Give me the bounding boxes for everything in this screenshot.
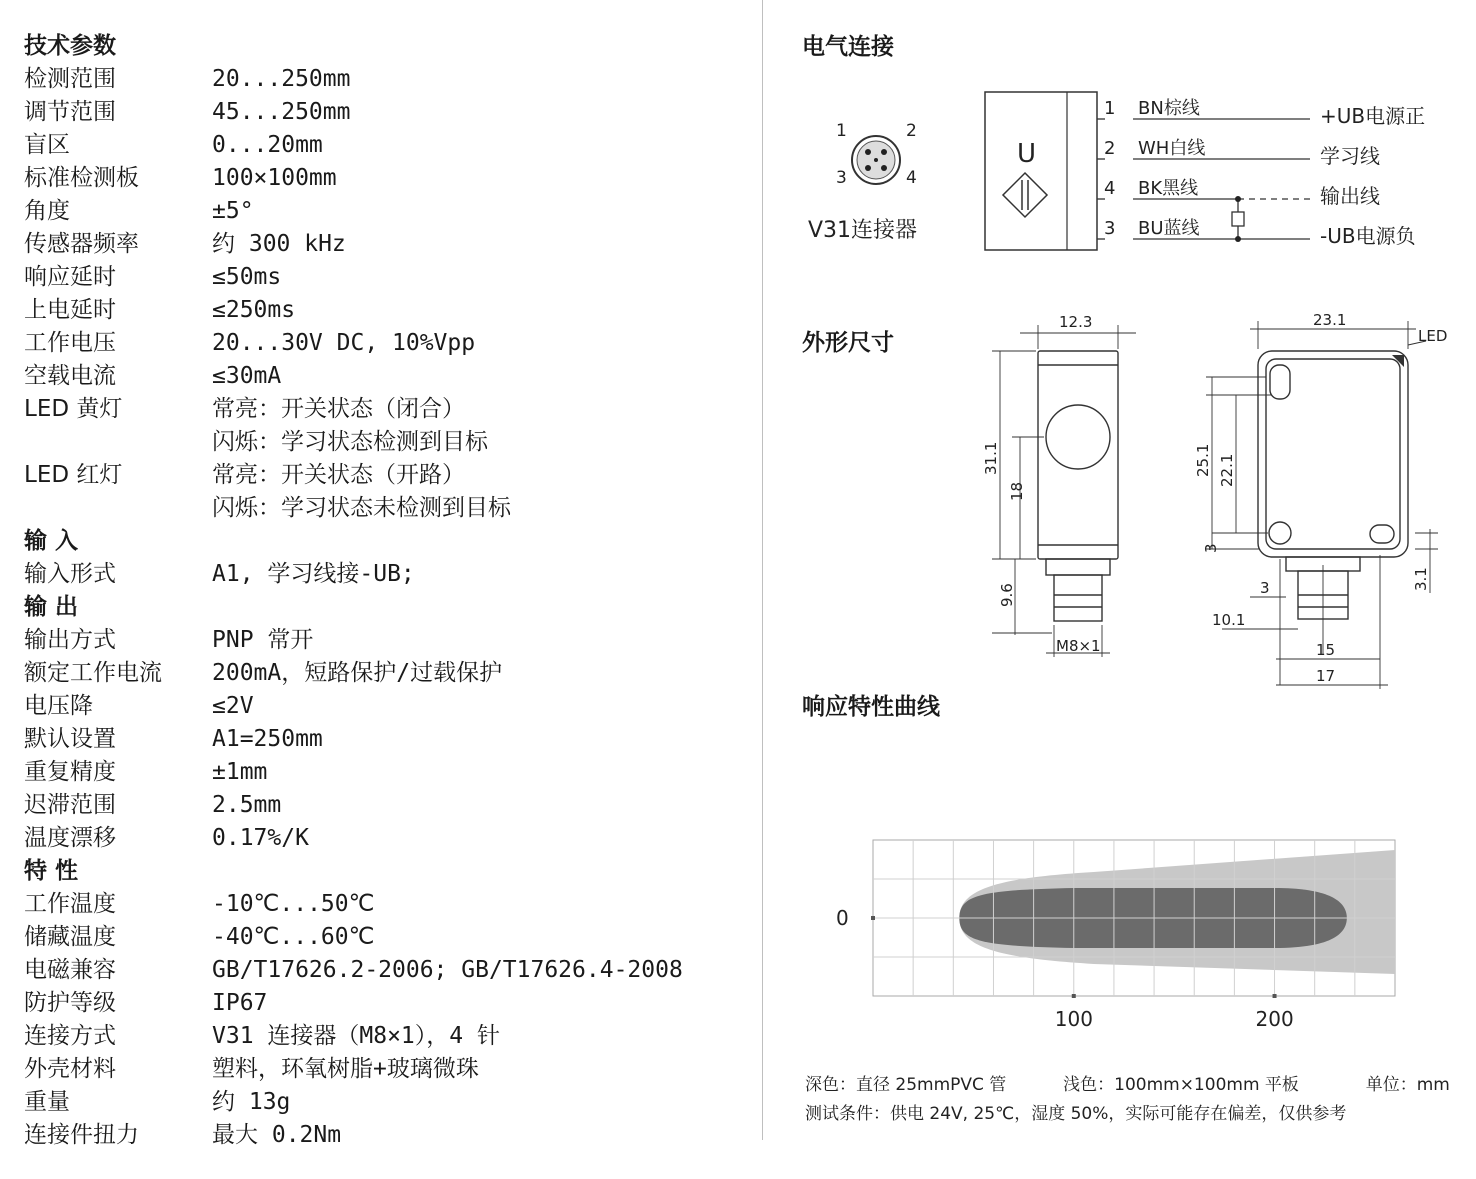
spec-key: 重复精度: [24, 759, 116, 785]
spec-key: 防护等级: [24, 990, 116, 1016]
spec-key: 传感器频率: [24, 231, 139, 257]
wire-name: WH白线: [1138, 138, 1206, 159]
spec-row: [24, 1119, 744, 1152]
connector-label: V31连接器: [808, 218, 918, 243]
spec-row: [24, 393, 744, 426]
spec-key: 检测范围: [24, 66, 116, 92]
spec-value: 20...250mm: [212, 66, 351, 92]
dim-10-1: 10.1: [1212, 611, 1246, 629]
spec-value: 20...30V DC, 10%Vpp: [212, 330, 476, 356]
wire-name: BN棕线: [1138, 98, 1200, 119]
y-tick-label: 0: [836, 906, 849, 930]
wire-number: 1: [1104, 98, 1116, 119]
spec-row: [24, 1086, 744, 1119]
spec-key: 输 出: [24, 594, 79, 620]
spec-key: 工作电压: [24, 330, 116, 356]
wiring-diagram: [800, 80, 1440, 260]
y-tick-mark: [871, 916, 875, 920]
spec-section-header: [24, 525, 744, 558]
x-tick-label: 100: [1054, 1007, 1093, 1031]
x-tick-mark: [1072, 994, 1076, 998]
spec-row: [24, 261, 744, 294]
spec-row: [24, 228, 744, 261]
spec-value: ≤2V: [212, 693, 254, 719]
x-tick-mark: [1273, 994, 1277, 998]
wire-function: +UB电源正: [1320, 104, 1426, 128]
spec-value: IP67: [212, 990, 268, 1016]
spec-value: 约 13g: [212, 1089, 291, 1115]
spec-row: [24, 822, 744, 855]
spec-value: GB/T17626.2-2006; GB/T17626.4-2008: [212, 957, 683, 983]
wire-labels: [1104, 98, 1425, 248]
legend-light: 浅色：100mm×100mm 平板: [1063, 1075, 1299, 1095]
spec-value: 100×100mm: [212, 165, 337, 191]
pin-1: 1: [836, 121, 847, 141]
spec-row: [24, 1020, 744, 1053]
dim-17: 17: [1316, 667, 1336, 685]
spec-key: 储藏温度: [24, 924, 116, 950]
dim-h-front: 25.1: [1194, 443, 1212, 477]
wire-number: 3: [1104, 218, 1116, 239]
spec-key: 电磁兼容: [24, 957, 116, 983]
response-chart: [820, 830, 1420, 1040]
wire-lines: [1097, 119, 1310, 239]
pin-2: 2: [906, 121, 917, 141]
spec-key: 连接件扭力: [24, 1122, 139, 1148]
wire-number: 2: [1104, 138, 1116, 159]
spec-key: LED 红灯: [24, 462, 123, 488]
wire-number: 4: [1104, 178, 1116, 199]
spec-row: [24, 789, 744, 822]
wire-function: 学习线: [1320, 144, 1380, 168]
spec-value: ±5°: [212, 198, 254, 224]
dimension-drawing: [960, 305, 1460, 700]
dim-15: 15: [1316, 641, 1336, 659]
spec-value: 45...250mm: [212, 99, 351, 125]
spec-value: ≤30mA: [212, 363, 282, 389]
spec-row: [24, 624, 744, 657]
spec-row: [24, 723, 744, 756]
dim-w-side: 12.3: [1059, 313, 1093, 331]
dim-3a: 3: [1202, 543, 1220, 553]
wire-name: BU蓝线: [1138, 218, 1200, 239]
spec-value: ≤250ms: [212, 297, 296, 323]
spec-row: [24, 657, 744, 690]
column-divider: [762, 0, 763, 1140]
spec-key: 电压降: [24, 693, 93, 719]
spec-key: 外壳材料: [24, 1056, 116, 1082]
spec-row: [24, 888, 744, 921]
spec-value: 2.5mm: [212, 792, 282, 818]
spec-value: 塑料，环氧树脂+玻璃微珠: [212, 1056, 479, 1082]
spec-row: [24, 195, 744, 228]
spec-key: 标准检测板: [24, 165, 139, 191]
spec-section-header: [24, 30, 744, 63]
dim-thread: M8×1: [1056, 637, 1101, 655]
spec-key: 盲区: [24, 132, 70, 158]
spec-key: 技术参数: [24, 33, 116, 59]
spec-value: 闪烁：学习状态检测到目标: [212, 429, 488, 455]
legend-unit: 单位：mm: [1365, 1075, 1450, 1095]
spec-row: [24, 129, 744, 162]
spec-value: PNP 常开: [212, 627, 314, 653]
spec-value: 常亮：开关状态（闭合）: [212, 396, 465, 422]
spec-value: 0.17%/K: [212, 825, 309, 851]
spec-key: 额定工作电流: [24, 660, 162, 686]
spec-value: ±1mm: [212, 759, 268, 785]
device-letter: U: [1017, 139, 1037, 169]
spec-value: -40℃...60℃: [212, 924, 375, 950]
spec-row: [24, 558, 744, 591]
spec-row: [24, 360, 744, 393]
dim-plug: 9.6: [998, 583, 1016, 607]
section-dimensions-title: 外形尺寸: [802, 330, 894, 356]
wire-name: BK黑线: [1138, 178, 1199, 199]
spec-key: 调节范围: [24, 99, 116, 125]
spec-key: LED 黄灯: [24, 396, 123, 422]
pin-3: 3: [836, 168, 847, 188]
spec-row: [24, 294, 744, 327]
spec-section-header: [24, 591, 744, 624]
spec-value: ≤50ms: [212, 264, 282, 290]
x-tick-label: 200: [1255, 1007, 1294, 1031]
spec-row: [24, 1053, 744, 1086]
chart-legend: [805, 1070, 1450, 1095]
legend-dark: 深色：直径 25mmPVC 管: [805, 1075, 1007, 1095]
spec-key: 角度: [24, 198, 70, 224]
wire-function: 输出线: [1320, 184, 1380, 208]
spec-value: 0...20mm: [212, 132, 323, 158]
spec-value: -10℃...50℃: [212, 891, 375, 917]
spec-row: [24, 921, 744, 954]
spec-value: 约 300 kHz: [212, 231, 346, 257]
spec-value: A1, 学习线接-UB;: [212, 561, 415, 587]
led-label: LED: [1418, 327, 1448, 345]
dim-3-1: 3.1: [1412, 567, 1430, 591]
spec-row: [24, 987, 744, 1020]
spec-key: 空载电流: [24, 363, 116, 389]
spec-value: A1=250mm: [212, 726, 323, 752]
dim-lens: 18: [1008, 481, 1026, 501]
connector-icon: [852, 136, 900, 184]
section-response-title: 响应特性曲线: [802, 694, 940, 720]
spec-row: [24, 327, 744, 360]
spec-key: 连接方式: [24, 1023, 116, 1049]
spec-row: [24, 96, 744, 129]
section-electrical-title: 电气连接: [802, 34, 894, 60]
test-conditions: 测试条件：供电 24V, 25℃，湿度 50%，实际可能存在偏差，仅供参考: [805, 1104, 1347, 1124]
spec-value: 常亮：开关状态（开路）: [212, 462, 465, 488]
wire-function: -UB电源负: [1320, 224, 1416, 248]
dim-h-side: 31.1: [982, 441, 1000, 475]
spec-row: [24, 954, 744, 987]
spec-table: [24, 30, 744, 1152]
spec-value: V31 连接器（M8×1），4 针: [212, 1023, 500, 1049]
spec-row: [24, 426, 744, 459]
dim-3b: 3: [1260, 579, 1270, 597]
spec-key: 输 入: [24, 528, 79, 554]
spec-key: 特 性: [24, 858, 79, 884]
spec-key: 温度漂移: [24, 825, 116, 851]
spec-row: [24, 63, 744, 96]
spec-row: [24, 162, 744, 195]
spec-key: 重量: [24, 1089, 70, 1115]
spec-key: 默认设置: [24, 726, 116, 752]
spec-key: 响应延时: [24, 264, 116, 290]
spec-row: [24, 459, 744, 492]
spec-key: 上电延时: [24, 297, 116, 323]
pin-4: 4: [906, 168, 917, 188]
dim-w-front: 23.1: [1313, 311, 1347, 329]
spec-section-header: [24, 855, 744, 888]
spec-key: 输入形式: [24, 561, 116, 587]
spec-key: 工作温度: [24, 891, 116, 917]
spec-value: 200mA，短路保护/过载保护: [212, 660, 503, 686]
spec-key: 输出方式: [24, 627, 116, 653]
spec-key: 迟滞范围: [24, 792, 116, 818]
spec-value: 最大 0.2Nm: [212, 1122, 342, 1148]
spec-row: [24, 492, 744, 525]
spec-value: 闪烁：学习状态未检测到目标: [212, 495, 511, 521]
spec-row: [24, 756, 744, 789]
spec-row: [24, 690, 744, 723]
dim-h-inner: 22.1: [1218, 453, 1236, 487]
